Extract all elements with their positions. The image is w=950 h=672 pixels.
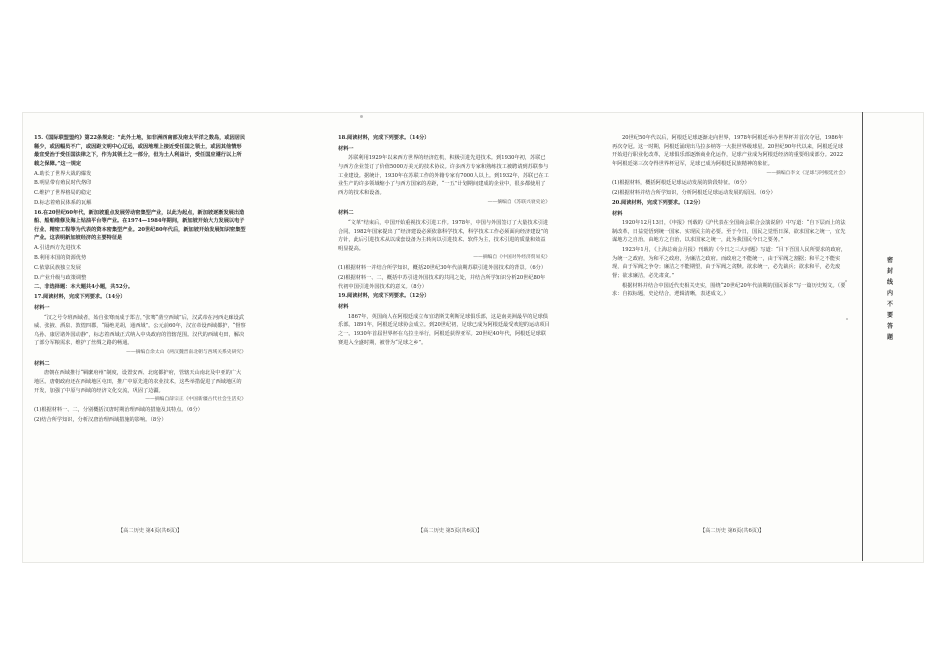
- option: A.助长了世界大战的爆发: [34, 170, 92, 177]
- material-text: 20世纪50年代以后，阿根廷足球逐渐走向世界，1978年阿根廷举办世界杯并首次夺冠，1986年再次夺冠。这一时期，阿根廷涌现出马拉多纳等一大批世界级球星。20世纪90年代以来，阿根廷足球开始进行职业化改革，足球俱乐部逐渐商业化运作，足球产业成为阿根廷经济的重要组成部分。2022年阿根廷第三次夺得世界杯冠军，足球已成为阿根廷民族精神的象征。: [612, 135, 844, 167]
- material-source: ——摘编自李文《足球与阿根廷社会》: [766, 170, 848, 176]
- page-column-3: [612, 134, 848, 300]
- material-text: 唐朝在西域推行“羁縻府州”制度，设置安西、北庭都护府，管辖天山南北及中亚的广大地区。唐朝政府还在西域地区屯田，推广中原先进的农业技术，这些举措促进了西域地区的开发，加强了中原与西域的经济文化交流，巩固了边疆。: [34, 370, 242, 394]
- option: C.依靠民族独立发展: [34, 264, 81, 271]
- material-source: ——摘编自余太山《两汉魏晋南北朝与西域关系史研究》: [126, 350, 246, 356]
- page-footer: 【高二历史 第6页(共6页)】: [700, 528, 765, 534]
- requirement: (1)根据材料一并结合所学知识，概括20世纪30年代前期苏联引进外国技术的背景。（6分）: [338, 265, 547, 272]
- material-label: 材料二: [338, 210, 354, 217]
- material-text: 1867年，英国商人在阿根廷成立布宜诺斯艾利斯足球俱乐部，这是南美洲最早的足球俱乐部。1891年，阿根廷足球协会成立。到20世纪初，足球已成为阿根廷最受欢迎的运动项目之一。1930年首届世界杯在乌拉圭举行，阿根廷获得亚军。20世纪40年代，阿根廷足球联赛进入全盛时期，被誉为“足球之乡”。: [338, 313, 550, 346]
- material-text: “汉之号令班西域者，始自张骞而成于郑吉，”张骞“凿空西域”后，汉武帝在河西走廊设武威、张掖、酒泉、敦煌四郡，“隔绝羌胡，通西域”。公元前60年，汉宣帝设西域都护，“督察乌孙、康居诸外国动静”，标志着西域正式纳入中央政府的管辖范围。汉代的西域屯田，解决了部分军粮需求，维护了丝绸之路的畅通。: [34, 314, 246, 347]
- seal-line-text: 密 封 线 内 不 要 答 题: [886, 257, 893, 341]
- question-17: 17.阅读材料，完成下列要求。（14分）: [34, 294, 126, 301]
- page-column-1: [34, 134, 246, 426]
- scan-speck: [845, 280, 847, 282]
- question-15: 15.《国际联盟盟约》第22条规定：“此外土地，如非洲西南部及南太平洋之数岛，或因居民稀少，或因幅员不广，或因距文明中心辽远，或因地理上接近受任国之领土，或因其他情形最宜受治于受任国法律之下，作为其领土之一部分，但为土人利益计，受任国应遵行以上所载之保障。”这一规定: [34, 135, 246, 167]
- material-label: 材料: [338, 304, 349, 310]
- page-footer: 【高二历史 第4页(共6页)】: [118, 528, 183, 534]
- material-source: ——摘编自《苏联兴衰史论》: [487, 199, 550, 205]
- option: B.明显带有殖民时代烙印: [34, 180, 92, 187]
- material-text: 苏联利用1929年以来西方世界的经济危机，积极引进先进技术。到1930年初，苏联已与西方企业签订了价值5000万美元的技术协议。许多西方专家和熟练技工被聘请到苏联参与工业建设。据统计，1930年在苏联工作的外籍专家有7000人以上。到1932年，苏联已在工业生产的许多领域缩小了与西方国家的差距，“一五”计划期间建成的企业中，很多都使用了西方的技术和设备。: [338, 155, 549, 196]
- page-footer: 【高二历史 第5页(共6页)】: [418, 528, 483, 534]
- material-text: 1920年12月13日，《申报》刊载的《沪代表在全国商会联合会演说辞》中写道：“自下层而上的法制改革，日益觉悟到统一国家、实现民主的必要。至于今日，国民之觉悟日深，欲求国家之统一，宜先谋地方之自治，由地方之自治，以求国家之统一，此为我国民今日之要务。”: [612, 220, 846, 244]
- page-column-2: [338, 134, 550, 348]
- option: D.标志着殖民体系的瓦解: [34, 199, 92, 206]
- requirement: (2)结合所学知识，分析汉唐治理西域措施的影响。（8分）: [34, 417, 167, 423]
- material-text: 1923年1月，《上海总商会月报》刊载的《今日之三大问题》写道：“目下吾国人民所要求的政府，为统一之政府，为和平之政府，为廉洁之政府。而政府之不能统一，由于军阀之割据；和平之不能实现，由于军阀之争夺；廉洁之不能期望，由于军阀之贪黩。欲求统一，必先裁兵；欲求和平，必先废督；欲求廉洁，必先肃贪。”: [612, 247, 847, 280]
- requirement: (1)根据材料，概括阿根廷足球运动发展的阶段特征。（6分）: [612, 180, 750, 187]
- requirement: 根据材料并结合中国近代史相关史实，围绕“20世纪20年代前期的国民诉求”写一篇历史短文。（要求：自拟标题，史论结合，逻辑清晰，表述成文。）: [612, 282, 846, 298]
- question-20: 20.阅读材料，完成下列要求。（12分）: [612, 199, 704, 206]
- material-source: ——摘编自薛宗正《中国新疆古代社会生活史》: [145, 397, 246, 403]
- scan-speck: [846, 318, 848, 320]
- material-label: 材料: [612, 210, 623, 217]
- requirement: (2)根据材料并结合所学知识，分析阿根廷足球运动发展的原因。（6分）: [612, 190, 776, 197]
- material-text: “文革”结束后，中国开始重视技术引进工作。1978年，中国与外国签订了大量技术引进合同。1982年国家提出了“经济建设必须依靠科学技术，科学技术工作必须面向经济建设”的方针，此后引进技术从以成套设备为主转向以引进技术、软件为主，技术引进的质量和效益明显提高。: [338, 219, 549, 252]
- question-16: 16.在20世纪60年代，新加坡重点发展劳动密集型产业，以此为起点，新加坡逐渐发展出造船、船舶维修及海上钻油平台等产业。在1974—1984年期间，新加坡开始大力发展以电子行业、精密工程等为代表的资本密集型产业。20世纪80年代后，新加坡开始发展知识密集型产业。这表明新加坡经济的主要特征是: [34, 209, 246, 242]
- option: C.维护了世界格局的稳定: [34, 190, 92, 197]
- question-18: 18.阅读材料，完成下列要求。（14分）: [338, 135, 430, 141]
- material-label: 材料一: [338, 145, 354, 152]
- requirement: (1)根据材料一、二，分别概括汉唐时期治理西域的措施及其特点。（6分）: [34, 407, 203, 414]
- material-label: 材料二: [34, 360, 50, 367]
- material-source: ——摘编自《中国对外经济贸易史》: [473, 255, 550, 261]
- scan-speck: [360, 115, 363, 118]
- option: D.产业升级与政策调整: [34, 274, 87, 281]
- option: A.引进西方先进技术: [34, 245, 81, 252]
- material-label: 材料一: [34, 304, 50, 311]
- section-heading: 二、非选择题：本大题共4小题，共52分。: [34, 284, 134, 291]
- question-19: 19.阅读材料，完成下列要求。（12分）: [338, 293, 430, 300]
- requirement: (2)根据材料一、二，概括中苏引进外国技术的共同之处，并结合所学知识分析20世纪80年代初中国引进外国技术的意义。（8分）: [338, 275, 546, 290]
- option: B.利用本国的资源优势: [34, 255, 87, 262]
